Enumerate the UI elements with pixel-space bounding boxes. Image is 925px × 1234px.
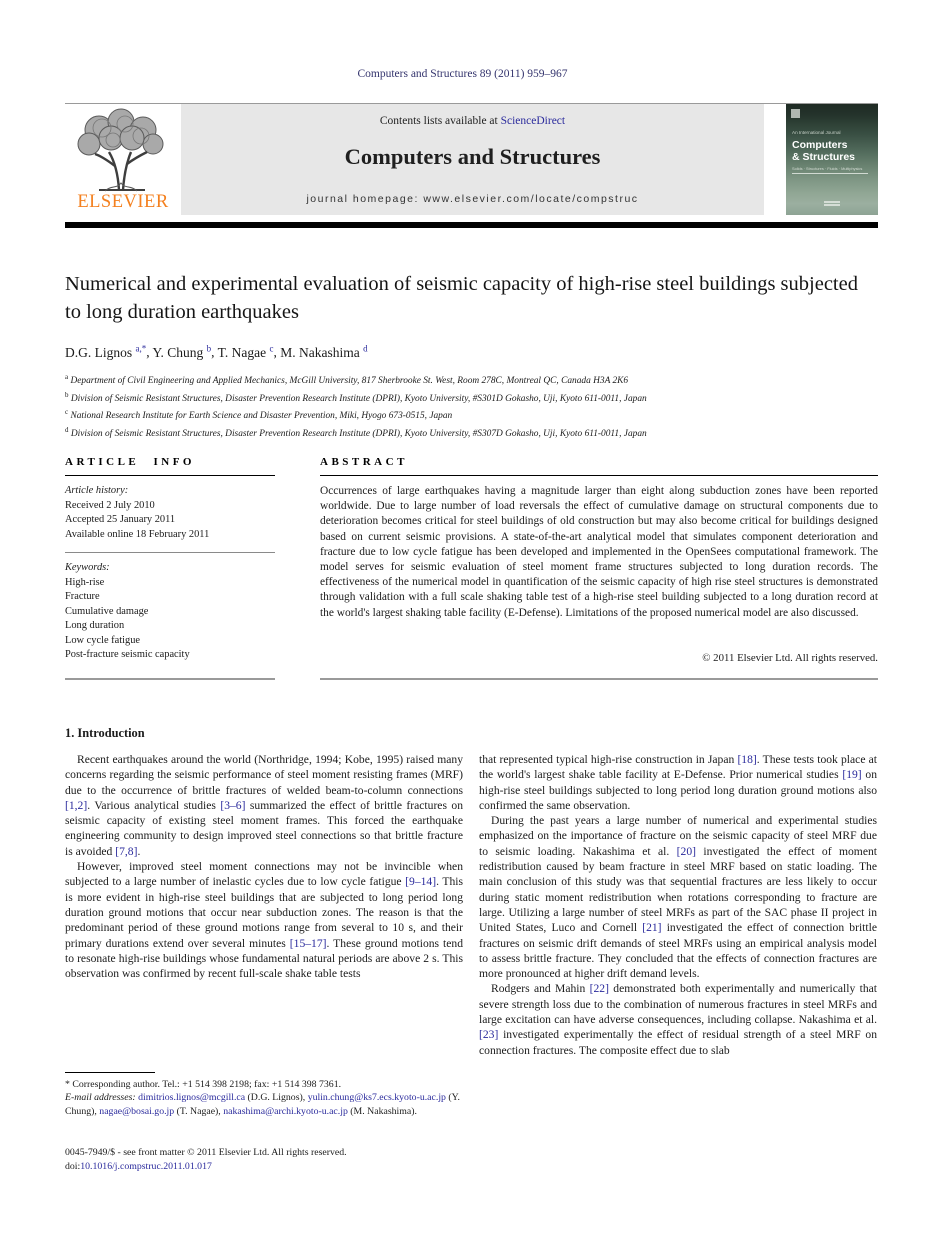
history-item: Received 2 July 2010 <box>65 499 155 511</box>
article-history-section <box>65 476 275 553</box>
journal-banner-center <box>181 104 764 215</box>
cover-tagline: Solids · Structures · Fluids · Multiphysics <box>792 166 863 171</box>
keyword: Post-fracture seismic capacity <box>65 649 190 660</box>
citation-link[interactable]: [22] <box>589 982 609 996</box>
history-item: Available online 18 February 2011 <box>65 528 210 540</box>
citation-link[interactable]: [3–6] <box>220 798 246 812</box>
header-divider-bar <box>65 222 878 228</box>
contents-available-line <box>181 115 764 127</box>
paragraph: that represented typical high-rise construction in Japan [18]. These tests took place at the world's largest shake table facility at E-Defense. Prior numerical studies [19] on high-rise steel buildings subjected to long period long duration ground motions also confirmed the same observation. <box>479 753 877 812</box>
body-columns <box>65 752 878 1058</box>
citation-link[interactable]: [9–14] <box>405 875 437 889</box>
corresponding-author-note: * Corresponding author. Tel.: +1 514 398 2198; fax: +1 514 398 7361. <box>65 1079 342 1090</box>
citation-link[interactable]: [21] <box>642 921 662 935</box>
keywords-label: Keywords: <box>65 562 110 573</box>
author[interactable]: Y. Chung $^b$ <box>152 343 212 360</box>
keyword: High-rise <box>65 576 105 588</box>
doi-link[interactable]: 10.1016/j.compstruc.2011.01.017 <box>80 1160 212 1172</box>
affiliation: $^a$ Department of Civil Engineering and Applied Mechanics, McGill University, 817 Sherbrooke St. West, Room 278C, Montreal QC, Canada H3A 2K6 <box>65 373 629 387</box>
paragraph: Rodgers and Mahin [22] demonstrated both experimentally and numerically that severe strength loss due to the combination of numerous fractures in steel MRFs and large excitation can have adverse consequences, including collapse. Nakashima et al. [23] investigated experimentally the effect of residual strength of a steel MRF on connection fractures. The composite effect due to slab <box>479 982 877 1057</box>
citation-link[interactable]: [7,8] <box>115 844 138 858</box>
cover-elsevier-mark <box>824 201 840 207</box>
body-column-right <box>479 752 877 1058</box>
body-column-left <box>65 752 463 1058</box>
abstract-copyright: © 2011 Elsevier Ltd. All rights reserved. <box>702 652 878 664</box>
citation-link[interactable]: [18] <box>737 753 757 766</box>
journal-title: Computers and Structures <box>344 144 601 169</box>
contents-prefix: Contents lists available at <box>379 115 501 127</box>
authors-line: D.G. Lignos $^{a,*}$, Y. Chung $^b$, T. Nagae $^c$, M. Nakashima $^d$ <box>65 343 368 360</box>
email-link[interactable]: dimitrios.lignos@mcgill.ca <box>138 1092 246 1104</box>
elsevier-logo[interactable] <box>65 104 181 215</box>
citation-link[interactable]: [15–17] <box>289 936 327 950</box>
cover-logo-icon <box>791 109 800 118</box>
email-link[interactable]: yulin.chung@ks7.ecs.kyoto-u.ac.jp <box>307 1092 446 1104</box>
section-heading-introduction: 1. Introduction <box>65 726 145 740</box>
journal-homepage-link[interactable]: journal homepage: www.elsevier.com/locate/compstruc <box>306 193 639 205</box>
imprint-block <box>65 1146 485 1173</box>
abstract-heading: ABSTRACT <box>320 452 878 476</box>
keyword: Low cycle fatigue <box>65 634 141 646</box>
email-link[interactable]: nagae@bosai.go.jp <box>99 1105 175 1117</box>
footnote-divider <box>65 1072 155 1073</box>
article-info-abstract-block <box>65 452 878 680</box>
article-title: Numerical and experimental evaluation of seismic capacity of high-rise steel buildings subjected to long duration earthquakes <box>65 273 858 323</box>
affiliation: $^d$ Division of Seismic Resistant Structures, Disaster Prevention Research Institute (DPRI), Kyoto University, #S307D Gokasho, Uji, Kyoto 611-0011, Japan <box>65 425 647 439</box>
doi-line <box>65 1160 485 1174</box>
abstract-text: Occurrences of large earthquakes having a magnitude larger than eight along subduction zones have been reported worldwide. Due to large number of load reversals the effect of cumulative damage on structural components due to deterioration becomes critical for steel buildings of old construction but may also become critical for buildings designed based on current seismic provisions. A state-of-the-art analytical model that simulates component deterioration and fracture due to low cycle fatigue has been developed and implemented in the OpenSees computational framework. The model serves for seismic evaluation of steel moment frame structures subjected to long duration records. The effectiveness of the numerical model in quantification of the seismic capacity of high rise steel structures is demonstrated through validation with a full scale shaking table test of a high-rise steel building subjected to a long duration record at the world's largest shaking table facility (E-Defense). Limitations of the proposed numerical model are also discussed. <box>320 485 878 619</box>
journal-citation: Computers and Structures 89 (2011) 959–967 <box>357 68 568 80</box>
citation-link[interactable]: [1,2] <box>65 798 88 812</box>
elsevier-logo-text: ELSEVIER <box>77 192 169 212</box>
paragraph: However, improved steel moment connections may not be invincible when subjected to a large number of inelastic cycles due to low cycle fatigue [9–14]. This is more evident in high-rise steel buildings that are subjected to long period long duration ground motions that occur near subduction zones. The reason is that the predominant period of these ground motions range from several to 10 s, and their primary durations extend over several minutes [15–17]. These ground motions tend to resonate high-rise buildings whose fundamental natural periods are above 2 s. This observation was confirmed by recent full-scale shake table tests <box>65 860 463 981</box>
email-link[interactable]: nakashima@archi.kyoto-u.ac.jp <box>223 1105 348 1117</box>
citation-link[interactable]: [23] <box>479 1028 499 1042</box>
footnote-block <box>65 1072 463 1118</box>
doi-prefix: doi: <box>65 1160 81 1172</box>
affiliation: $^b$ Division of Seismic Resistant Structures, Disaster Prevention Research Institute (DPRI), Kyoto University, #S301D Gokasho, Uji, Kyoto 611-0011, Japan <box>65 390 647 404</box>
email-addresses-label: E-mail addresses: <box>65 1092 136 1104</box>
citation-link[interactable]: [20] <box>676 844 696 858</box>
article-history-label: Article history: <box>65 485 129 496</box>
author[interactable]: M. Nakashima $^d$ <box>280 343 368 360</box>
cover-title: Computers & Structures <box>792 139 856 163</box>
cover-divider <box>792 173 868 174</box>
journal-header-banner <box>65 103 878 215</box>
history-item: Accepted 25 January 2011 <box>65 514 176 525</box>
email-addresses-text: dimitrios.lignos@mcgill.ca (D.G. Lignos), yulin.chung@ks7.ecs.kyoto-u.ac.jp (Y. Chung), nagae@bosai.go.jp (T. Nagae), nakashima@archi.kyoto-u.ac.jp (M. Nakashima). <box>65 1092 460 1117</box>
affiliation: $^c$ National Research Institute for Earth Science and Disaster Prevention, Miki, Hyogo 673-0515, Japan <box>65 408 453 422</box>
article-info-heading: ARTICLE INFO <box>65 452 275 476</box>
paragraph: Recent earthquakes around the world (Northridge, 1994; Kobe, 1995) raised many concerns regarding the seismic performance of steel moment resisting frames (MRF) due to the occurrence of brittle fractures of welded beam-to-column connections [1,2]. Various analytical studies [3–6] summarized the effect of brittle fractures on seismic capacity of existing steel moment frames. This forced the earthquake engineering community to design improved steel connections so that brittle fracture is avoided [7,8]. <box>65 753 463 858</box>
issn-copyright-line: 0045-7949/$ - see front matter © 2011 Elsevier Ltd. All rights reserved. <box>65 1147 347 1158</box>
elsevier-tree-icon <box>69 108 173 192</box>
keyword: Fracture <box>65 591 100 602</box>
keywords-section <box>65 553 275 663</box>
author[interactable]: T. Nagae $^c$ <box>217 343 274 360</box>
paragraph: During the past years a large number of numerical and experimental studies emphasized on the importance of fracture on the seismic capacity of steel MRF due to seismic loading. Nakashima et al. [20] investigated the effect of moment redistribution caused by beam fracture in steel MRF based on static loading. The main conclusion of this study was that sequential fractures are less likely to occur during static moment redistribution when rotations corresponding to fracture are large. Utilizing a large number of steel MRFs as part of the SAC phase II project in United States, Luco and Cornell [21] investigated the effect of connection brittle fractures on seismic drift demands of steel MRFs using an empirical analysis model to assess brittle fracture. They concluded that the effects of connection fractures are more pronounced at higher drift demand levels. <box>479 814 877 981</box>
citation-link[interactable]: [19] <box>842 768 862 782</box>
email-addresses-note <box>65 1091 463 1118</box>
affiliations <box>65 371 865 442</box>
abstract-column <box>320 452 878 680</box>
keyword: Long duration <box>65 620 125 631</box>
sciencedirect-link[interactable]: ScienceDirect <box>500 115 566 127</box>
author[interactable]: D.G. Lignos $^{a,*}$ <box>65 343 147 360</box>
cover-subtitle: An International Journal <box>792 130 841 135</box>
keyword: Cumulative damage <box>65 605 149 617</box>
article-info-column <box>65 452 275 680</box>
journal-cover-thumbnail[interactable] <box>786 104 878 215</box>
